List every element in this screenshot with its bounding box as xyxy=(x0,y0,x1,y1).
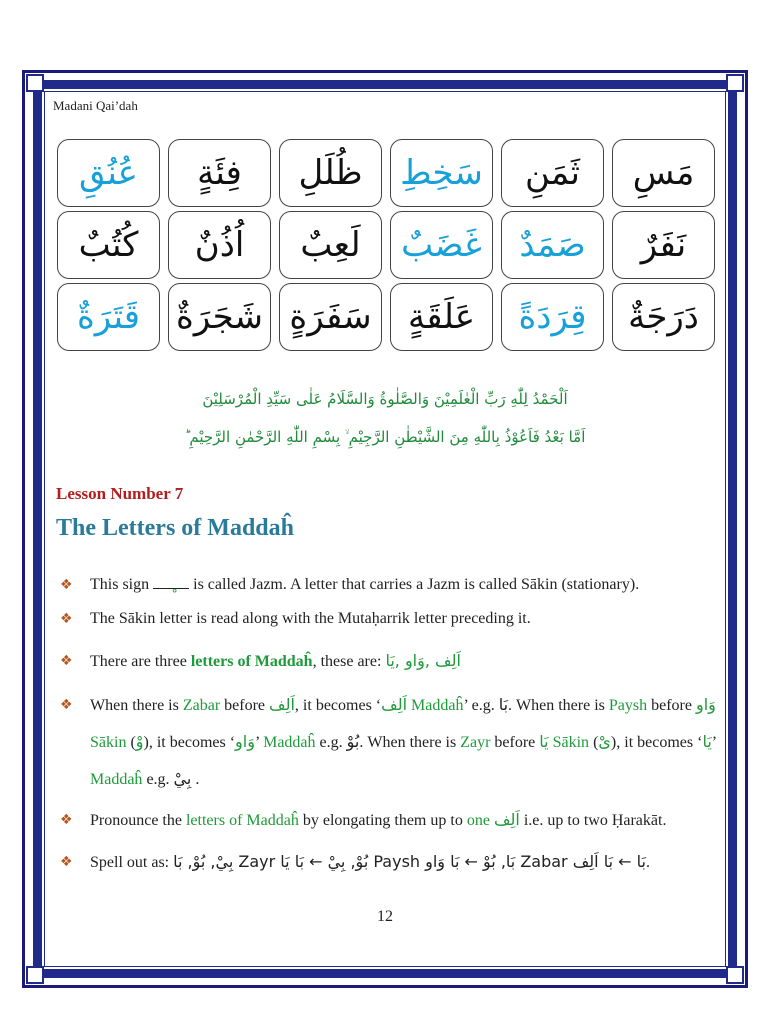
letter-tile: قِرَدَةً xyxy=(501,283,604,351)
letter-tile: صَمَدٌ xyxy=(501,211,604,279)
running-header: Madani Qai’dah xyxy=(53,98,138,113)
bullet-sakin: ❖ The Sākin letter is read along with the Mutaḥarrik letter preceding it. xyxy=(60,602,720,636)
bullet-jazm: ❖ This sign is called Jazm. A letter that carries a Jazm is called Sākin (stationary). xyxy=(60,568,720,602)
bullet-maddah-rules: ❖ When there is Zabar before اَلِف, it becomes ‘اَلِف Maddaĥ’ e.g. بَا. When there is Paysh before وَاو Sākin (وْ), it becomes ‘وَاو’ Maddaĥ e.g. بُوْ. When there is Zayr before يَا Sākin (ىْ), it becomes ‘يَا’ Maddaĥ e.g. بِيْ . xyxy=(60,687,720,798)
diamond-bullet-icon: ❖ xyxy=(60,812,73,828)
letter-tile: سَفَرَةٍ xyxy=(279,283,382,351)
letter-tile: غَضَبٌ xyxy=(390,211,493,279)
letter-tile: كُتُبٌ xyxy=(57,211,160,279)
letter-tile: مَسِ xyxy=(612,139,715,207)
letter-tile-grid xyxy=(57,139,715,351)
letter-tile: شَجَرَةٌ xyxy=(168,283,271,351)
letter-tile: فِئَةٍ xyxy=(168,139,271,207)
frame-corner-bottom-left xyxy=(26,966,44,984)
dua-line-1: اَلْحَمْدُ لِلّٰهِ رَبِّ الْعٰلَمِيْنَ وَالصَّلٰوةُ وَالسَّلَامُ عَلٰى سَيِّدِ الْمُرْسَلِيْنَ xyxy=(202,390,568,408)
frame-corner-bottom-right xyxy=(726,966,744,984)
jazm-sign xyxy=(153,588,189,589)
letter-tile: نَفَرٌ xyxy=(612,211,715,279)
bullet-pronounce: ❖ Pronounce the letters of Maddaĥ by elongating them up to one اَلِف i.e. up to two Ḥarakāt. xyxy=(60,806,720,835)
letter-tile: عُنُقِ xyxy=(57,139,160,207)
diamond-bullet-icon: ❖ xyxy=(60,653,73,669)
letter-tile: قَتَرَةٌ xyxy=(57,283,160,351)
bullet-spell-out: ❖ Spell out as: بَا ← بَا اَلِف Zabar بَا, بُوْ ← بَا وَاو Paysh بُوْ, بِيْ ← بَا يَا Zayr بِيْ, بُوْ, بَا. xyxy=(60,845,720,880)
bullet-three-letters: ❖ There are three letters of Maddaĥ, these are: اَلِف ,وَاو ,يَا xyxy=(60,644,720,679)
frame-corner-top-right xyxy=(726,74,744,92)
letter-tile: ظُلَلِ xyxy=(279,139,382,207)
diamond-bullet-icon: ❖ xyxy=(60,577,73,593)
letter-tile: لَعِبٌ xyxy=(279,211,382,279)
diamond-bullet-icon: ❖ xyxy=(60,611,73,627)
lesson-bullets xyxy=(60,568,720,880)
lesson-number: Lesson Number 7 xyxy=(56,484,184,503)
letter-tile: اُذُنٌ xyxy=(168,211,271,279)
letter-tile: دَرَجَةٌ xyxy=(612,283,715,351)
letter-tile: سَخِطِ xyxy=(390,139,493,207)
diamond-bullet-icon: ❖ xyxy=(60,697,73,713)
diamond-bullet-icon: ❖ xyxy=(60,854,73,870)
frame-corner-top-left xyxy=(26,74,44,92)
letter-tile: عَلَقَةٍ xyxy=(390,283,493,351)
lesson-title: The Letters of Maddaĥ xyxy=(56,515,294,541)
page-number: 12 xyxy=(377,908,393,925)
letter-tile: ثَمَنِ xyxy=(501,139,604,207)
dua-line-2: اَمَّا بَعْدُ فَاَعُوْذُ بِاللّٰهِ مِنَ الشَّيْطٰنِ الرَّجِيْمِ ۙ بِسْمِ اللّٰهِ الرَّحْمٰنِ الرَّحِيْمِ ؕ xyxy=(184,428,586,446)
